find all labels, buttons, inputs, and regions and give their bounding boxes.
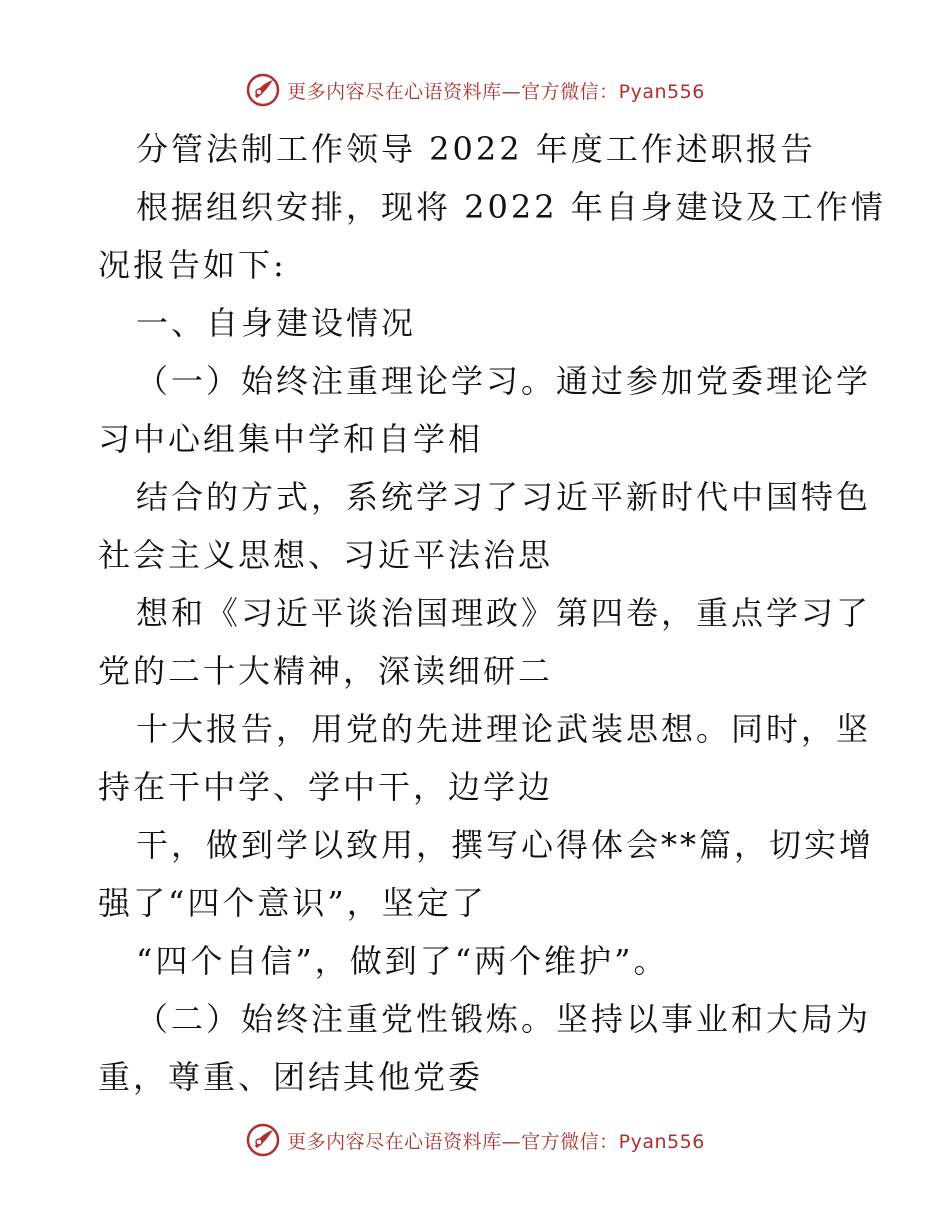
- paragraph-line: （一）始终注重理论学习。通过参加党委理论学: [136, 362, 872, 400]
- paragraph-line: 干，做到学以致用，撰写心得体会**篇，切实增: [136, 826, 875, 864]
- paragraph-line: 强了“四个意识”，坚定了: [98, 884, 487, 922]
- footer-promo-text: 更多内容尽在心语资料库—官方微信：Pyan556: [287, 1130, 705, 1153]
- paragraph-line: 想和《习近平谈治国理政》第四卷，重点学习了: [136, 594, 872, 632]
- footer-watermark-banner: [0, 1120, 950, 1160]
- paragraph-line: 持在干中学、学中干，边学边: [98, 768, 554, 806]
- document-title: 分管法制工作领导 2022 年度工作述职报告: [136, 130, 816, 168]
- paragraph-line: 社会主义思想、习近平法治思: [98, 536, 554, 574]
- paragraph-line: “四个自信”，做到了“两个维护”。: [136, 942, 669, 980]
- paragraph-line: 根据组织安排，现将 2022 年自身建设及工作情: [136, 188, 886, 226]
- section-heading: 一、自身建设情况: [136, 304, 417, 342]
- pen-flower-logo-icon: [245, 1122, 281, 1158]
- paragraph-line: 习中心组集中学和自学相: [98, 420, 484, 458]
- document-body: [98, 120, 886, 1106]
- header-promo-text: 更多内容尽在心语资料库—官方微信：Pyan556: [287, 80, 705, 103]
- paragraph-line: 党的二十大精神，深读细研二: [98, 652, 554, 690]
- paragraph-line: 重，尊重、团结其他党委: [98, 1058, 484, 1096]
- paragraph-line: 结合的方式，系统学习了习近平新时代中国特色: [136, 478, 872, 516]
- pen-flower-logo-icon: [245, 72, 281, 108]
- paragraph-line: （二）始终注重党性锻炼。坚持以事业和大局为: [136, 1000, 872, 1038]
- paragraph-line: 十大报告，用党的先进理论武装思想。同时，坚: [136, 710, 872, 748]
- header-watermark-banner: [0, 70, 950, 110]
- paragraph-line: 况报告如下:: [98, 246, 287, 284]
